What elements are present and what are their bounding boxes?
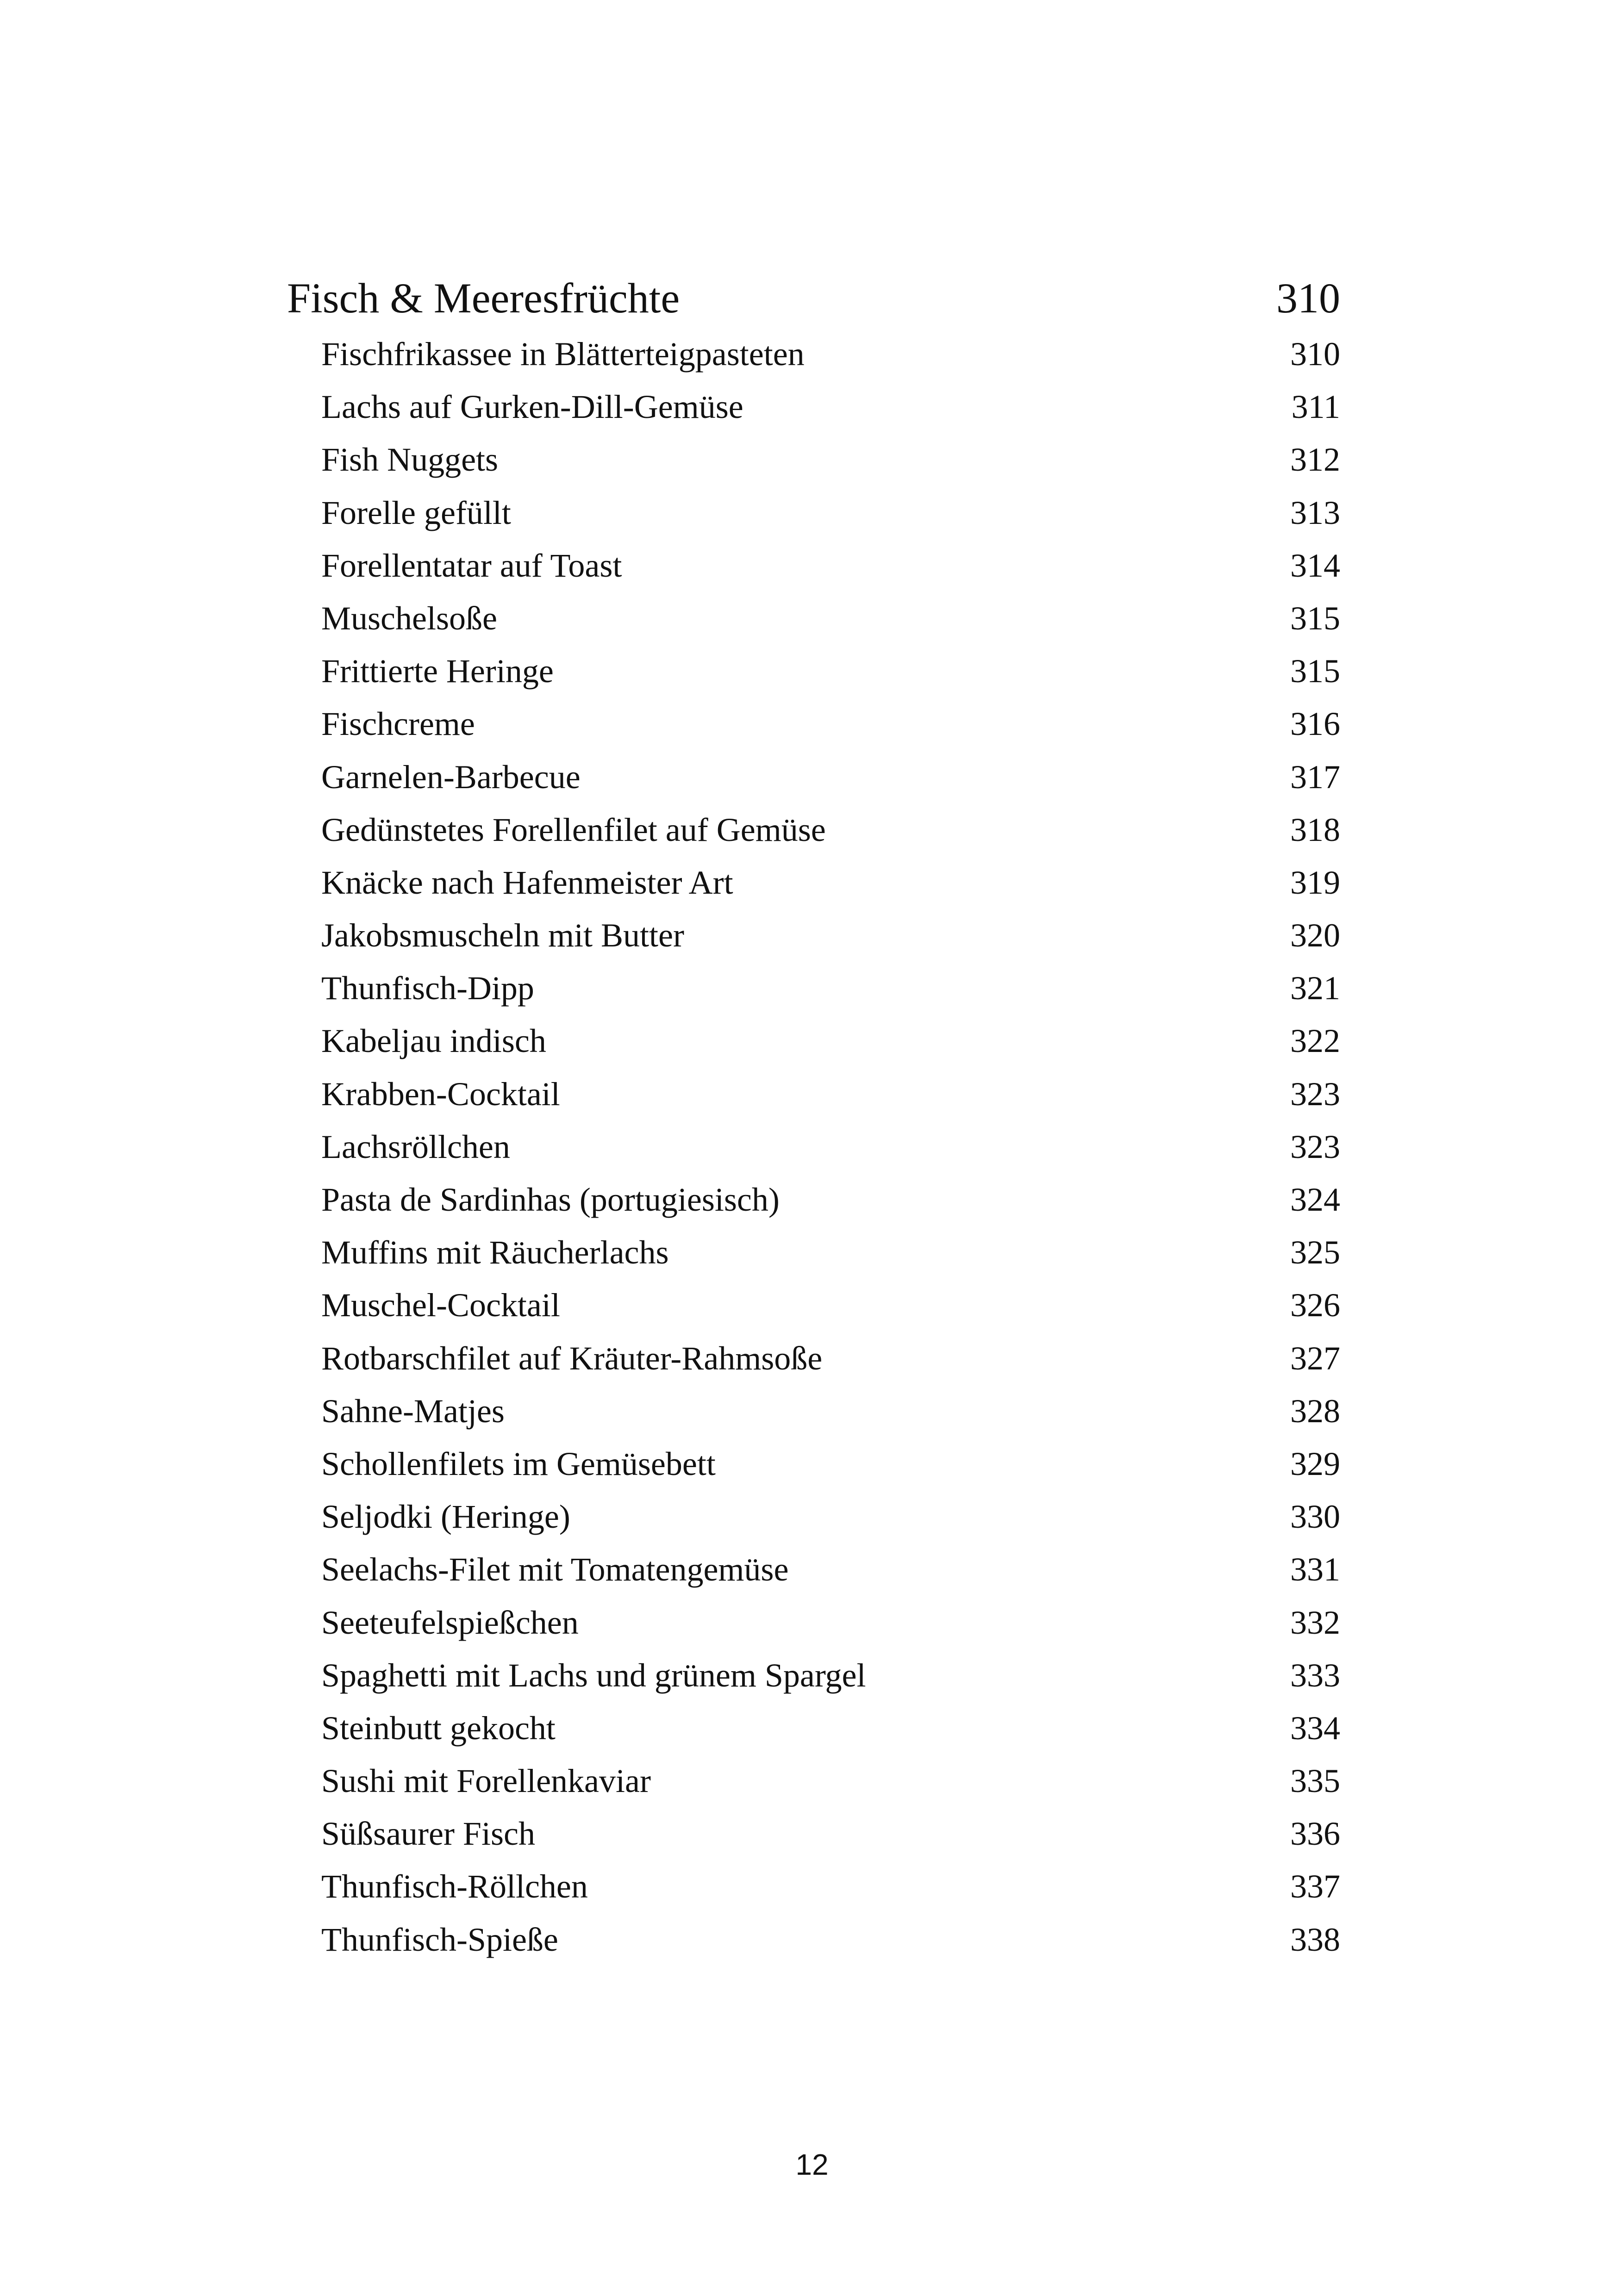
toc-entry-page: 337 (1290, 1868, 1340, 1905)
toc-entry-title: Steinbutt gekocht (321, 1709, 556, 1747)
toc-entry-title: Fischcreme (321, 705, 475, 743)
toc-entry-page: 329 (1290, 1445, 1340, 1482)
toc-entry-page: 315 (1290, 599, 1340, 637)
toc-entry-page: 322 (1290, 1022, 1340, 1060)
toc-entry[interactable] (321, 909, 1340, 962)
toc-entry-page: 316 (1290, 705, 1340, 743)
toc-entry-page: 312 (1290, 441, 1340, 479)
toc-entry-page: 323 (1290, 1075, 1340, 1113)
toc-entry[interactable] (321, 1437, 1340, 1490)
toc-entry[interactable] (321, 1543, 1340, 1596)
toc-entry-title: Forellentatar auf Toast (321, 547, 622, 584)
toc-entry-title: Sushi mit Forellenkaviar (321, 1762, 651, 1800)
toc-entry-page: 335 (1290, 1762, 1340, 1800)
toc-entry[interactable] (321, 328, 1340, 380)
toc-entry[interactable] (321, 1860, 1340, 1913)
toc-entry[interactable] (321, 1807, 1340, 1860)
toc-entry-title: Fischfrikassee in Blätterteigpasteten (321, 336, 805, 373)
toc-entry-page: 317 (1290, 758, 1340, 796)
toc-entry-list (287, 328, 1340, 1966)
toc-entry-title: Frittierte Heringe (321, 653, 554, 690)
toc-entry-title: Garnelen-Barbecue (321, 758, 581, 796)
toc-entry-title: Süßsaurer Fisch (321, 1815, 535, 1853)
toc-entry[interactable] (321, 1913, 1340, 1966)
toc-entry-title: Lachs auf Gurken-Dill-Gemüse (321, 388, 743, 426)
toc-entry[interactable] (321, 1702, 1340, 1755)
toc-entry-page: 320 (1290, 917, 1340, 954)
toc-entry-title: Jakobsmuscheln mit Butter (321, 917, 684, 954)
toc-entry-page: 326 (1290, 1287, 1340, 1324)
section-title: Fisch & Meeresfrüchte (287, 274, 680, 322)
toc-entry[interactable] (321, 751, 1340, 803)
toc-entry-title: Muffins mit Räucherlachs (321, 1234, 669, 1271)
toc-entry-page: 338 (1290, 1921, 1340, 1958)
toc-entry[interactable] (321, 803, 1340, 856)
toc-entry[interactable] (321, 1279, 1340, 1332)
toc-entry-title: Fish Nuggets (321, 441, 499, 479)
page-number: 12 (795, 2148, 829, 2181)
toc-entry-title: Kabeljau indisch (321, 1022, 546, 1060)
toc-entry-page: 318 (1290, 811, 1340, 848)
toc-entry[interactable] (321, 1014, 1340, 1067)
toc-entry-page: 324 (1290, 1181, 1340, 1218)
toc-entry-title: Sahne-Matjes (321, 1392, 505, 1430)
toc-entry-title: Thunfisch-Dipp (321, 970, 534, 1007)
toc-entry-title: Krabben-Cocktail (321, 1075, 560, 1113)
toc-entry[interactable] (321, 486, 1340, 539)
toc-entry-page: 310 (1290, 336, 1340, 373)
toc-entry-title: Schollenfilets im Gemüsebett (321, 1445, 716, 1482)
toc-entry[interactable] (321, 433, 1340, 486)
toc-entry-page: 331 (1290, 1551, 1340, 1588)
toc-entry-page: 333 (1290, 1656, 1340, 1694)
toc-entry-page: 334 (1290, 1709, 1340, 1747)
toc-entry-page: 323 (1290, 1128, 1340, 1165)
toc-entry-page: 328 (1290, 1392, 1340, 1430)
toc-entry-page: 332 (1290, 1604, 1340, 1641)
toc-entry-title: Rotbarschfilet auf Kräuter-Rahmsoße (321, 1339, 823, 1377)
toc-entry-page: 336 (1290, 1815, 1340, 1853)
toc-entry[interactable] (321, 962, 1340, 1014)
toc-section-heading[interactable] (287, 268, 1340, 328)
toc-entry-page: 311 (1291, 388, 1340, 426)
toc-entry-title: Spaghetti mit Lachs und grünem Spargel (321, 1656, 866, 1694)
toc-entry-title: Gedünstetes Forellenfilet auf Gemüse (321, 811, 826, 848)
toc-entry-title: Pasta de Sardinhas (portugiesisch) (321, 1181, 780, 1218)
toc-entry-page: 325 (1290, 1234, 1340, 1271)
toc-entry[interactable] (321, 1120, 1340, 1173)
toc-entry-title: Forelle gefüllt (321, 494, 511, 531)
section-page-number: 310 (1276, 274, 1340, 322)
toc-entry-page: 314 (1290, 547, 1340, 584)
toc-entry[interactable] (321, 1755, 1340, 1807)
toc-entry[interactable] (321, 592, 1340, 645)
toc-entry-page: 321 (1290, 970, 1340, 1007)
toc-entry-title: Muschel-Cocktail (321, 1287, 560, 1324)
toc-entry-page: 313 (1290, 494, 1340, 531)
toc-entry[interactable] (321, 1068, 1340, 1120)
toc-entry-title: Seljodki (Heringe) (321, 1498, 570, 1536)
toc-entry[interactable] (321, 1332, 1340, 1385)
toc-entry-page: 319 (1290, 864, 1340, 901)
toc-entry[interactable] (321, 697, 1340, 750)
toc-entry-title: Muschelsoße (321, 599, 497, 637)
toc-entry[interactable] (321, 1490, 1340, 1543)
toc-entry[interactable] (321, 645, 1340, 697)
toc-entry[interactable] (321, 1649, 1340, 1702)
toc-entry-page: 315 (1290, 653, 1340, 690)
toc-entry[interactable] (321, 1173, 1340, 1226)
toc-entry-title: Knäcke nach Hafenmeister Art (321, 864, 733, 901)
toc-entry-title: Thunfisch-Röllchen (321, 1868, 588, 1905)
toc-entry-title: Seeteufelspießchen (321, 1604, 579, 1641)
toc-entry-page: 330 (1290, 1498, 1340, 1536)
toc-entry-title: Thunfisch-Spieße (321, 1921, 558, 1958)
toc-entry[interactable] (321, 1596, 1340, 1649)
table-of-contents (287, 268, 1340, 1966)
toc-entry[interactable] (321, 1385, 1340, 1437)
toc-entry[interactable] (321, 856, 1340, 909)
toc-entry-title: Lachsröllchen (321, 1128, 510, 1165)
toc-entry[interactable] (321, 380, 1340, 433)
toc-entry-page: 327 (1290, 1339, 1340, 1377)
toc-entry[interactable] (321, 1226, 1340, 1279)
toc-entry[interactable] (321, 539, 1340, 592)
toc-entry-title: Seelachs-Filet mit Tomatengemüse (321, 1551, 789, 1588)
